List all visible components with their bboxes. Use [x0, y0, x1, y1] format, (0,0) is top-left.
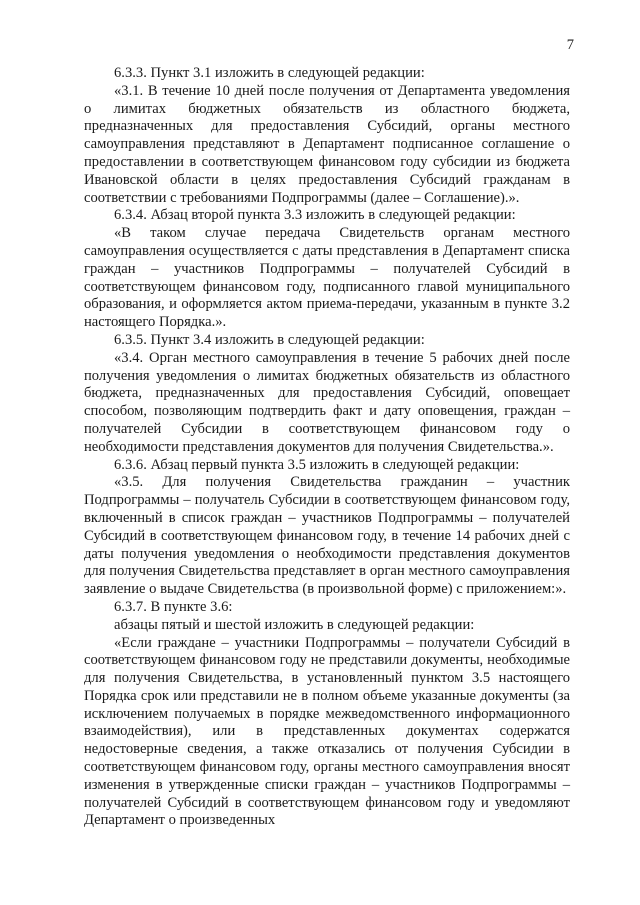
paragraph-6-3-6-heading: 6.3.6. Абзац первый пункта 3.5 изложить в следующей редакции:: [114, 456, 520, 473]
paragraph-6-3-3-heading: 6.3.3. Пункт 3.1 изложить в следующей редакции:: [114, 65, 425, 81]
paragraph-3-4-text: «3.4. Орган местного самоуправления в течение 5 рабочих дней после получения уведомления о лимитах бюджетных обязательств из областного бюджета, предназначенных для предоставления Субсидий, оповещает способом, позволяющим подтвердить факт и дату оповещения, граждан – получателей Субсидии в соответствующем финансовом году о необходимости представления документов для получения Свидетельства.».: [84, 349, 570, 455]
document-body: [84, 65, 570, 830]
paragraph-3-6-text: «Если граждане – участники Подпрограммы – получатели Субсидий в соответствующем финансовом году не представили документы, необходимые для получения Свидетельства, в установленный пунктом 3.5 настоящего Порядка срок или представили не в полном объеме указанные документы (за исключением получаемых в порядке межведомственного информационного взаимодействия), или в представленных документах содержатся недостоверные сведения, а также отказались от получения Субсидии в соответствующем финансовом году, органы местного самоуправления вносят изменения в утвержденные списки граждан – участников Подпрограммы – получателей Субсидий в соответствующем финансовом году и уведомляют Департамент о произведенных: [84, 634, 570, 829]
paragraph-3-6-intro: абзацы пятый и шестой изложить в следующей редакции:: [114, 616, 475, 633]
paragraph-6-3-4-heading: 6.3.4. Абзац второй пункта 3.3 изложить в следующей редакции:: [114, 207, 516, 224]
paragraph-6-3-7-heading: 6.3.7. В пункте 3.6:: [114, 598, 233, 615]
page-number: 7: [566, 37, 574, 53]
paragraph-3-5-text: «3.5. Для получения Свидетельства гражданин – участник Подпрограммы – получатель Субсидии в соответствующем финансовом году, включенный в список граждан – участников Подпрограммы – получателей Субсидий в соответствующем финансовом году, в течение 14 рабочих дней с даты получения уведомления о необходимости представления документов для получения Свидетельства представляет в орган местного самоуправления заявление о выдаче Свидетельства (в произвольной форме) с приложением:».: [84, 474, 570, 598]
paragraph-3-1-text: «3.1. В течение 10 дней после получения от Департамента уведомления о лимитах бюджетных обязательств из областного бюджета, предназначенных для предоставления Субсидий, органы местного самоуправления представляют в Департамент подписанное соглашение о предоставлении в соответствующем финансовом году субсидии из бюджета Ивановской области в целях предоставления Субсидий гражданам в соответствии с требованиями Подпрограммы (далее – Соглашение).».: [84, 82, 570, 206]
paragraph-3-3-text: «В таком случае передача Свидетельств органам местного самоуправления осуществляется с даты представления в Департамент списка граждан – участников Подпрограммы – получателей Субсидий в соответствующем финансовом году, подписанного главой муниципального образования, и оформляется актом приема-передачи, указанным в пункте 3.2 настоящего Порядка.».: [84, 225, 570, 331]
paragraph-6-3-5-heading: 6.3.5. Пункт 3.4 изложить в следующей редакции:: [114, 331, 425, 348]
